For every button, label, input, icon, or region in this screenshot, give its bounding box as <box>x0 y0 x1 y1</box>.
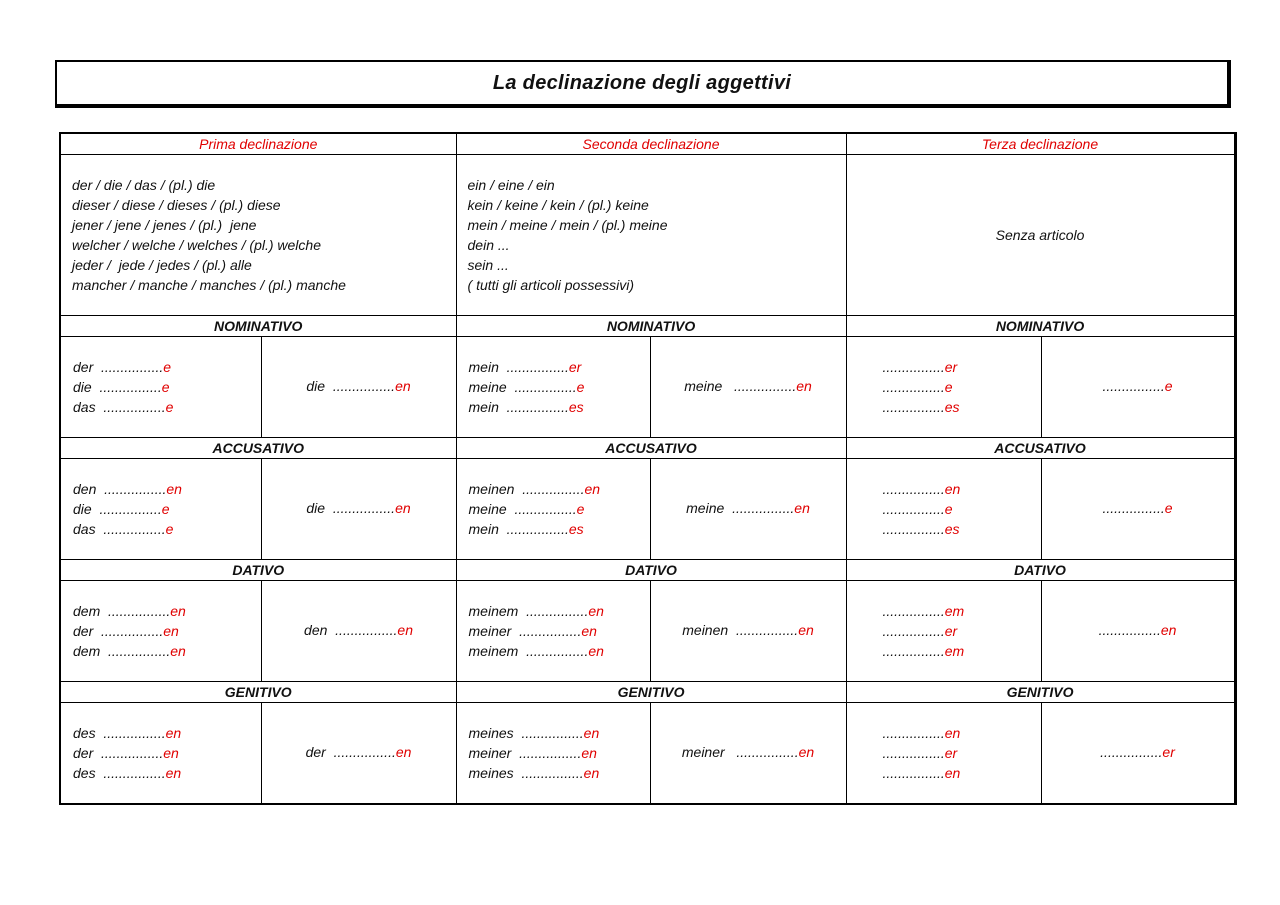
ending-line <box>73 519 261 539</box>
intro-line: jeder / jede / jedes / (pl.) alle <box>72 257 252 273</box>
article-text: meinen <box>468 481 523 497</box>
ending-text: en <box>395 500 411 516</box>
intro-line: ein / eine / ein <box>467 177 555 193</box>
article-text: meine <box>686 500 733 516</box>
singular-cell-terza <box>846 703 1041 805</box>
case-label-terza: ACCUSATIVO <box>846 438 1235 459</box>
dots: ................ <box>104 481 167 497</box>
ending-line <box>469 743 650 763</box>
article-text: das <box>73 399 104 415</box>
ending-line <box>883 641 1041 661</box>
article-text: dem <box>73 643 109 659</box>
dots: ................ <box>882 623 945 639</box>
ending-line <box>883 499 1041 519</box>
ending-text: en <box>798 744 815 760</box>
article-text: meines <box>468 725 522 741</box>
plural-cell-terza <box>1041 337 1235 438</box>
dots: ................ <box>732 500 795 516</box>
dots: ................ <box>736 744 799 760</box>
ending-text: er <box>944 623 958 639</box>
intro-line: sein ... <box>467 257 509 273</box>
dots: ................ <box>882 521 945 537</box>
ending-line <box>469 519 650 539</box>
dots: ................ <box>101 745 164 761</box>
ending-line <box>73 743 261 763</box>
article-text: den <box>304 622 336 638</box>
article-text: die <box>306 500 333 516</box>
ending-text: er <box>1162 744 1175 760</box>
ending-line <box>883 743 1041 763</box>
case-label-seconda: ACCUSATIVO <box>456 438 846 459</box>
ending-text: er <box>944 745 958 761</box>
ending-line <box>883 377 1041 397</box>
singular-cell-seconda <box>456 581 650 682</box>
ending-line <box>469 763 650 783</box>
dots: ................ <box>1102 378 1165 394</box>
dots: ................ <box>882 745 945 761</box>
ending-line <box>883 357 1041 377</box>
ending-line <box>469 621 650 641</box>
ending-line <box>469 499 650 519</box>
singular-cell-prima <box>60 703 261 805</box>
ending-text: e <box>161 379 170 395</box>
ending-text: en <box>798 622 814 638</box>
article-text: meiner <box>468 623 520 639</box>
ending-text: e <box>165 521 174 537</box>
dots: ................ <box>521 765 584 781</box>
dots: ................ <box>522 481 585 497</box>
plural-line <box>304 622 413 638</box>
ending-line <box>883 601 1041 621</box>
ending-text: en <box>794 500 810 516</box>
dots: ................ <box>506 399 569 415</box>
singular-cell-prima <box>60 459 261 560</box>
ending-text: en <box>588 603 604 619</box>
ending-line <box>73 377 261 397</box>
case-header-row-genitivo <box>60 682 1235 703</box>
dots: ................ <box>882 501 945 517</box>
article-text: die <box>73 501 100 517</box>
dots: ................ <box>103 521 166 537</box>
dots: ................ <box>1102 500 1165 516</box>
ending-text: e <box>1164 500 1173 516</box>
ending-text: en <box>588 643 604 659</box>
dots: ................ <box>514 501 577 517</box>
intro-terza: Senza articolo <box>846 155 1235 316</box>
ending-text: em <box>944 643 965 659</box>
case-header-row-dativo <box>60 560 1235 581</box>
intro-line: dieser / diese / dieses / (pl.) diese <box>72 197 281 213</box>
ending-line <box>883 621 1041 641</box>
ending-line <box>469 723 650 743</box>
article-text: meiner <box>681 744 737 760</box>
ending-line <box>883 723 1041 743</box>
ending-line <box>73 763 261 783</box>
singular-cell-prima <box>60 581 261 682</box>
ending-text: en <box>163 623 179 639</box>
case-row-genitivo <box>60 703 1235 805</box>
plural-line <box>684 378 812 394</box>
dots: ................ <box>506 521 569 537</box>
case-header-row-nominativo <box>60 316 1235 337</box>
article-text: die <box>73 379 100 395</box>
plural-cell-terza <box>1041 581 1235 682</box>
case-label-terza: GENITIVO <box>846 682 1235 703</box>
ending-line <box>73 641 261 661</box>
article-text: die <box>306 378 333 394</box>
ending-line <box>73 357 261 377</box>
singular-cell-prima <box>60 337 261 438</box>
article-text: den <box>73 481 105 497</box>
intro-prima <box>60 155 456 316</box>
ending-text: e <box>576 379 585 395</box>
ending-line <box>883 519 1041 539</box>
article-text: meine <box>684 378 735 394</box>
ending-text: es <box>944 521 960 537</box>
article-text: das <box>73 521 104 537</box>
plural-cell-seconda <box>650 581 846 682</box>
singular-cell-seconda <box>456 459 650 560</box>
intro-seconda <box>456 155 846 316</box>
dots: ................ <box>882 603 945 619</box>
ending-text: en <box>944 725 961 741</box>
intro-line: dein ... <box>467 237 510 253</box>
article-text: mein <box>468 521 507 537</box>
ending-text: es <box>568 521 584 537</box>
dots: ................ <box>99 379 162 395</box>
article-text: meinem <box>468 603 527 619</box>
ending-text: en <box>165 725 182 741</box>
case-label-seconda: NOMINATIVO <box>456 316 846 337</box>
ending-line <box>883 479 1041 499</box>
ending-text: en <box>584 481 601 497</box>
dots: ................ <box>882 481 945 497</box>
dots: ................ <box>99 501 162 517</box>
ending-text: en <box>583 765 600 781</box>
article-text: meine <box>468 501 515 517</box>
ending-text: e <box>1164 378 1173 394</box>
column-header-terza: Terza declinazione <box>846 133 1235 155</box>
dots: ................ <box>526 603 589 619</box>
singular-cell-terza <box>846 581 1041 682</box>
ending-line <box>469 641 650 661</box>
ending-line <box>883 397 1041 417</box>
title-box <box>55 60 1231 108</box>
dots: ................ <box>521 725 584 741</box>
plural-line <box>686 500 810 516</box>
plural-cell-seconda <box>650 703 846 805</box>
plural-line <box>682 744 814 760</box>
ending-text: e <box>944 501 953 517</box>
plural-cell-seconda <box>650 337 846 438</box>
ending-text: er <box>568 359 582 375</box>
dots: ................ <box>101 359 164 375</box>
ending-line <box>469 357 650 377</box>
article-text: mein <box>468 399 507 415</box>
ending-text: em <box>944 603 965 619</box>
dots: ................ <box>882 765 945 781</box>
ending-line <box>469 479 650 499</box>
case-sections <box>60 316 1235 805</box>
singular-cell-seconda <box>456 337 650 438</box>
dots: ................ <box>333 744 396 760</box>
ending-text: e <box>576 501 585 517</box>
plural-cell-terza <box>1041 459 1235 560</box>
dots: ................ <box>519 745 582 761</box>
plural-cell-terza <box>1041 703 1235 805</box>
ending-text: en <box>796 378 812 394</box>
ending-text: en <box>397 622 413 638</box>
ending-line <box>469 377 650 397</box>
ending-text: en <box>583 725 600 741</box>
dots: ................ <box>1100 744 1163 760</box>
article-text: meine <box>468 379 515 395</box>
dots: ................ <box>526 643 589 659</box>
case-label-prima: DATIVO <box>60 560 456 581</box>
ending-text: e <box>161 501 170 517</box>
intro-line: mein / meine / mein / (pl.) meine <box>467 217 668 233</box>
case-label-terza: DATIVO <box>846 560 1235 581</box>
intro-line: mancher / manche / manches / (pl.) manche <box>72 277 346 293</box>
dots: ................ <box>335 622 398 638</box>
dots: ................ <box>734 378 797 394</box>
ending-line <box>73 397 261 417</box>
dots: ................ <box>514 379 577 395</box>
header-row <box>60 133 1235 155</box>
ending-text: en <box>944 765 961 781</box>
ending-text: en <box>166 481 182 497</box>
plural-cell-prima <box>261 581 456 682</box>
ending-line <box>469 397 650 417</box>
case-header-row-accusativo <box>60 438 1235 459</box>
intro-line: kein / keine / kein / (pl.) keine <box>467 197 649 213</box>
case-row-dativo <box>60 581 1235 682</box>
dots: ................ <box>882 359 945 375</box>
article-text: der <box>73 359 102 375</box>
case-label-prima: NOMINATIVO <box>60 316 456 337</box>
ending-line <box>73 601 261 621</box>
plural-cell-prima <box>261 459 456 560</box>
dots: ................ <box>882 725 945 741</box>
dots: ................ <box>519 623 582 639</box>
article-text: mein <box>468 359 507 375</box>
page-title: La declinazione degli aggettivi <box>492 71 792 94</box>
ending-text: en <box>165 765 182 781</box>
singular-cell-terza <box>846 337 1041 438</box>
dots: ................ <box>108 603 171 619</box>
ending-text: er <box>944 359 958 375</box>
ending-text: en <box>1160 622 1177 638</box>
plural-line <box>306 744 412 760</box>
dots: ................ <box>332 500 396 516</box>
case-label-prima: ACCUSATIVO <box>60 438 456 459</box>
case-row-accusativo <box>60 459 1235 560</box>
intro-line: ( tutti gli articoli possessivi) <box>467 277 635 293</box>
case-label-seconda: DATIVO <box>456 560 846 581</box>
ending-text: e <box>944 379 953 395</box>
case-row-nominativo <box>60 337 1235 438</box>
dots: ................ <box>506 359 569 375</box>
plural-cell-prima <box>261 337 456 438</box>
ending-text: en <box>581 623 597 639</box>
case-label-seconda: GENITIVO <box>456 682 846 703</box>
plural-line <box>1100 744 1175 760</box>
plural-line <box>306 378 410 394</box>
ending-text: en <box>170 603 186 619</box>
singular-cell-terza <box>846 459 1041 560</box>
intro-line: welcher / welche / welches / (pl.) welche <box>72 237 321 253</box>
article-text: des <box>73 725 104 741</box>
dots: ................ <box>735 622 799 638</box>
singular-cell-seconda <box>456 703 650 805</box>
dots: ................ <box>103 399 166 415</box>
article-text: der <box>73 745 102 761</box>
article-text: meinem <box>468 643 527 659</box>
article-text: meines <box>468 765 522 781</box>
article-text: des <box>73 765 104 781</box>
article-text: dem <box>73 603 109 619</box>
ending-text: e <box>163 359 172 375</box>
article-text: der <box>73 623 102 639</box>
article-text: meinen <box>682 622 736 638</box>
plural-line <box>1099 622 1177 638</box>
dots: ................ <box>882 643 945 659</box>
article-text: der <box>305 744 334 760</box>
column-header-prima: Prima declinazione <box>60 133 456 155</box>
dots: ................ <box>882 399 945 415</box>
ending-line <box>73 499 261 519</box>
intro-row <box>60 155 1235 316</box>
ending-text: en <box>395 378 411 394</box>
ending-text: en <box>581 745 597 761</box>
ending-text: es <box>944 399 960 415</box>
ending-line <box>73 723 261 743</box>
case-label-terza: NOMINATIVO <box>846 316 1235 337</box>
intro-line: der / die / das / (pl.) die <box>72 177 216 193</box>
dots: ................ <box>101 623 164 639</box>
plural-line <box>1103 500 1173 516</box>
dots: ................ <box>332 378 396 394</box>
ending-line <box>73 621 261 641</box>
dots: ................ <box>1098 622 1161 638</box>
case-label-prima: GENITIVO <box>60 682 456 703</box>
plural-cell-seconda <box>650 459 846 560</box>
article-text: meiner <box>468 745 520 761</box>
plural-cell-prima <box>261 703 456 805</box>
ending-text: en <box>163 745 179 761</box>
plural-line <box>682 622 814 638</box>
column-header-seconda: Seconda declinazione <box>456 133 846 155</box>
ending-text: en <box>944 481 961 497</box>
intro-line: jener / jene / jenes / (pl.) jene <box>72 217 257 233</box>
ending-line <box>469 601 650 621</box>
ending-line <box>73 479 261 499</box>
plural-line <box>1103 378 1173 394</box>
dots: ................ <box>882 379 945 395</box>
ending-text: en <box>395 744 412 760</box>
dots: ................ <box>103 725 166 741</box>
ending-text: e <box>165 399 174 415</box>
ending-text: es <box>568 399 584 415</box>
dots: ................ <box>108 643 171 659</box>
declension-table <box>59 132 1237 805</box>
ending-line <box>883 763 1041 783</box>
plural-line <box>306 500 410 516</box>
ending-text: en <box>170 643 186 659</box>
dots: ................ <box>103 765 166 781</box>
